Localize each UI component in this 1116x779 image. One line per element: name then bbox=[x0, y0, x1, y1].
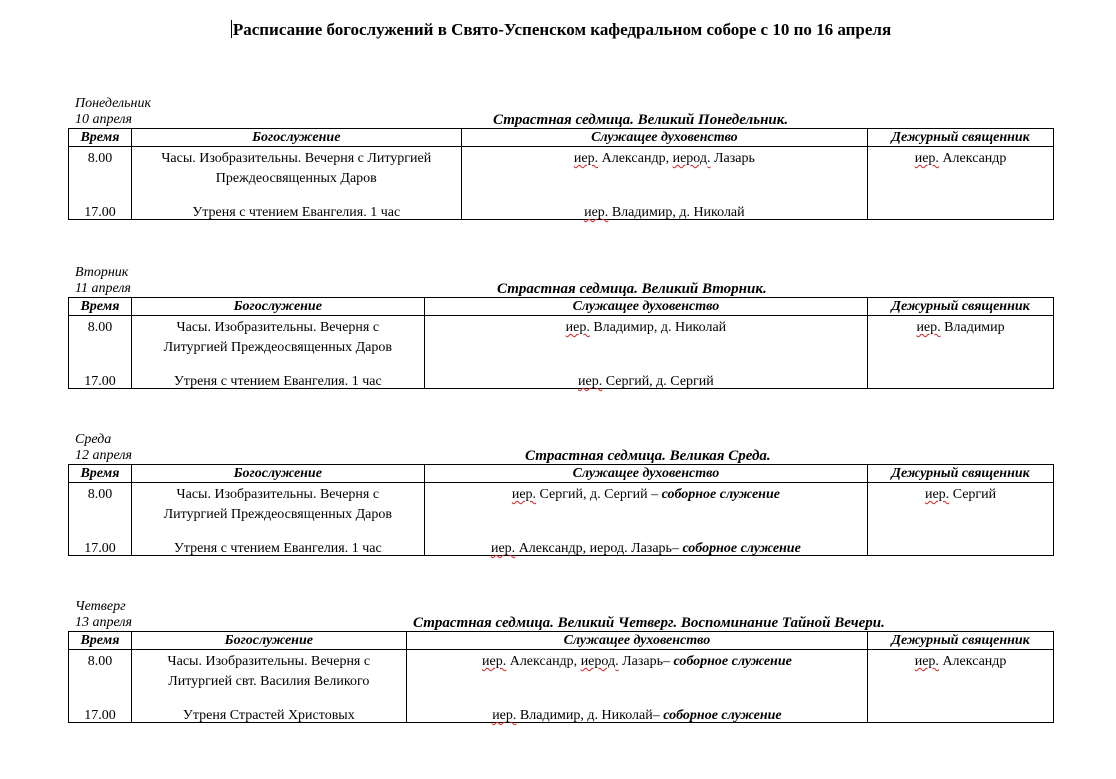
time-evening: 17.00 bbox=[84, 708, 116, 723]
service-evening: Утреня с чтением Евангелия. 1 час bbox=[173, 541, 382, 556]
time-morning: 8.00 bbox=[87, 151, 113, 166]
clergy-morning: иер. Сергий, д. Сергий – соборное служение bbox=[511, 487, 780, 502]
day-date: 13 апреля bbox=[75, 615, 132, 630]
time-morning: 8.00 bbox=[87, 320, 113, 335]
day-name: Вторник bbox=[75, 265, 129, 280]
duty-priest: иер. Александр bbox=[914, 654, 1007, 669]
day-block-thursday bbox=[68, 599, 1054, 729]
duty-priest: иер. Александр bbox=[914, 151, 1007, 166]
schedule-table bbox=[68, 631, 1054, 723]
time-morning: 8.00 bbox=[87, 487, 113, 502]
service-morning: Часы. Изобразительны. Вечерня с Литургией свт. Василия Великого bbox=[167, 654, 371, 689]
service-morning: Часы. Изобразительны. Вечерня с Литургией Преждеосвященных Даров bbox=[163, 487, 392, 522]
day-name: Четверг bbox=[75, 599, 126, 614]
header-clergy: Служащее духовенство bbox=[424, 298, 867, 316]
day-title: Страстная седмица. Великая Среда. bbox=[525, 448, 771, 464]
table-row bbox=[69, 650, 1054, 723]
header-service: Богослужение bbox=[131, 465, 424, 483]
service-evening: Утреня с чтением Евангелия. 1 час bbox=[192, 205, 401, 220]
day-block-tuesday bbox=[68, 265, 1054, 395]
time-evening: 17.00 bbox=[84, 541, 116, 556]
table-row bbox=[69, 316, 1054, 389]
day-name: Понедельник bbox=[75, 96, 152, 111]
header-time: Время bbox=[69, 298, 132, 316]
schedule-table bbox=[68, 297, 1054, 389]
day-title: Страстная седмица. Великий Четверг. Воспоминание Тайной Вечери. bbox=[413, 615, 885, 631]
clergy-evening: иер. Владимир, д. Николай– соборное служение bbox=[492, 708, 782, 723]
header-clergy: Служащее духовенство bbox=[406, 632, 867, 650]
clergy-evening: иер. Владимир, д. Николай bbox=[584, 205, 745, 220]
day-date: 11 апреля bbox=[75, 281, 131, 296]
time-evening: 17.00 bbox=[84, 205, 116, 220]
header-clergy: Служащее духовенство bbox=[461, 129, 868, 147]
text-cursor bbox=[231, 20, 232, 38]
clergy-evening: иер. Сергий, д. Сергий bbox=[578, 374, 714, 389]
header-duty: Дежурный священник bbox=[868, 129, 1054, 147]
table-header-row bbox=[69, 298, 1054, 316]
header-clergy: Служащее духовенство bbox=[424, 465, 867, 483]
service-morning: Часы. Изобразительны. Вечерня с Литургией Преждеосвященных Даров bbox=[161, 151, 432, 186]
header-time: Время bbox=[69, 129, 132, 147]
header-duty: Дежурный священник bbox=[868, 465, 1054, 483]
duty-priest: иер. Сергий bbox=[924, 487, 997, 502]
time-evening: 17.00 bbox=[84, 374, 116, 389]
header-service: Богослужение bbox=[131, 129, 461, 147]
service-evening: Утреня с чтением Евангелия. 1 час bbox=[173, 374, 382, 389]
table-row bbox=[69, 483, 1054, 556]
day-block-wednesday bbox=[68, 432, 1054, 562]
clergy-morning: иер. Александр, иерод. Лазарь– соборное служение bbox=[481, 654, 792, 669]
header-duty: Дежурный священник bbox=[868, 632, 1054, 650]
day-name: Среда bbox=[75, 432, 112, 447]
day-block-monday bbox=[68, 96, 1054, 226]
header-duty: Дежурный священник bbox=[868, 298, 1054, 316]
clergy-morning: иер. Александр, иерод. Лазарь bbox=[573, 151, 755, 166]
service-evening: Утреня Страстей Христовых bbox=[182, 708, 355, 723]
header-service: Богослужение bbox=[131, 298, 424, 316]
header-time: Время bbox=[69, 465, 132, 483]
clergy-evening: иер. Александр, иерод. Лазарь– соборное служение bbox=[490, 541, 801, 556]
header-service: Богослужение bbox=[131, 632, 406, 650]
table-row bbox=[69, 147, 1054, 220]
page-title: Расписание богослужений в Свято-Успенском кафедральном соборе с 10 по 16 апреля bbox=[232, 20, 892, 39]
day-date: 10 апреля bbox=[75, 112, 132, 127]
clergy-morning: иер. Владимир, д. Николай bbox=[565, 320, 727, 335]
day-date: 12 апреля bbox=[75, 448, 132, 463]
day-title: Страстная седмица. Великий Вторник. bbox=[497, 281, 767, 297]
header-time: Время bbox=[69, 632, 132, 650]
duty-priest: иер. Владимир bbox=[916, 320, 1005, 335]
table-header-row bbox=[69, 129, 1054, 147]
table-header-row bbox=[69, 465, 1054, 483]
time-morning: 8.00 bbox=[87, 654, 113, 669]
schedule-table bbox=[68, 464, 1054, 556]
service-morning: Часы. Изобразительны. Вечерня с Литургией Преждеосвященных Даров bbox=[163, 320, 392, 355]
schedule-table bbox=[68, 128, 1054, 220]
day-title: Страстная седмица. Великий Понедельник. bbox=[493, 112, 789, 128]
table-header-row bbox=[69, 632, 1054, 650]
